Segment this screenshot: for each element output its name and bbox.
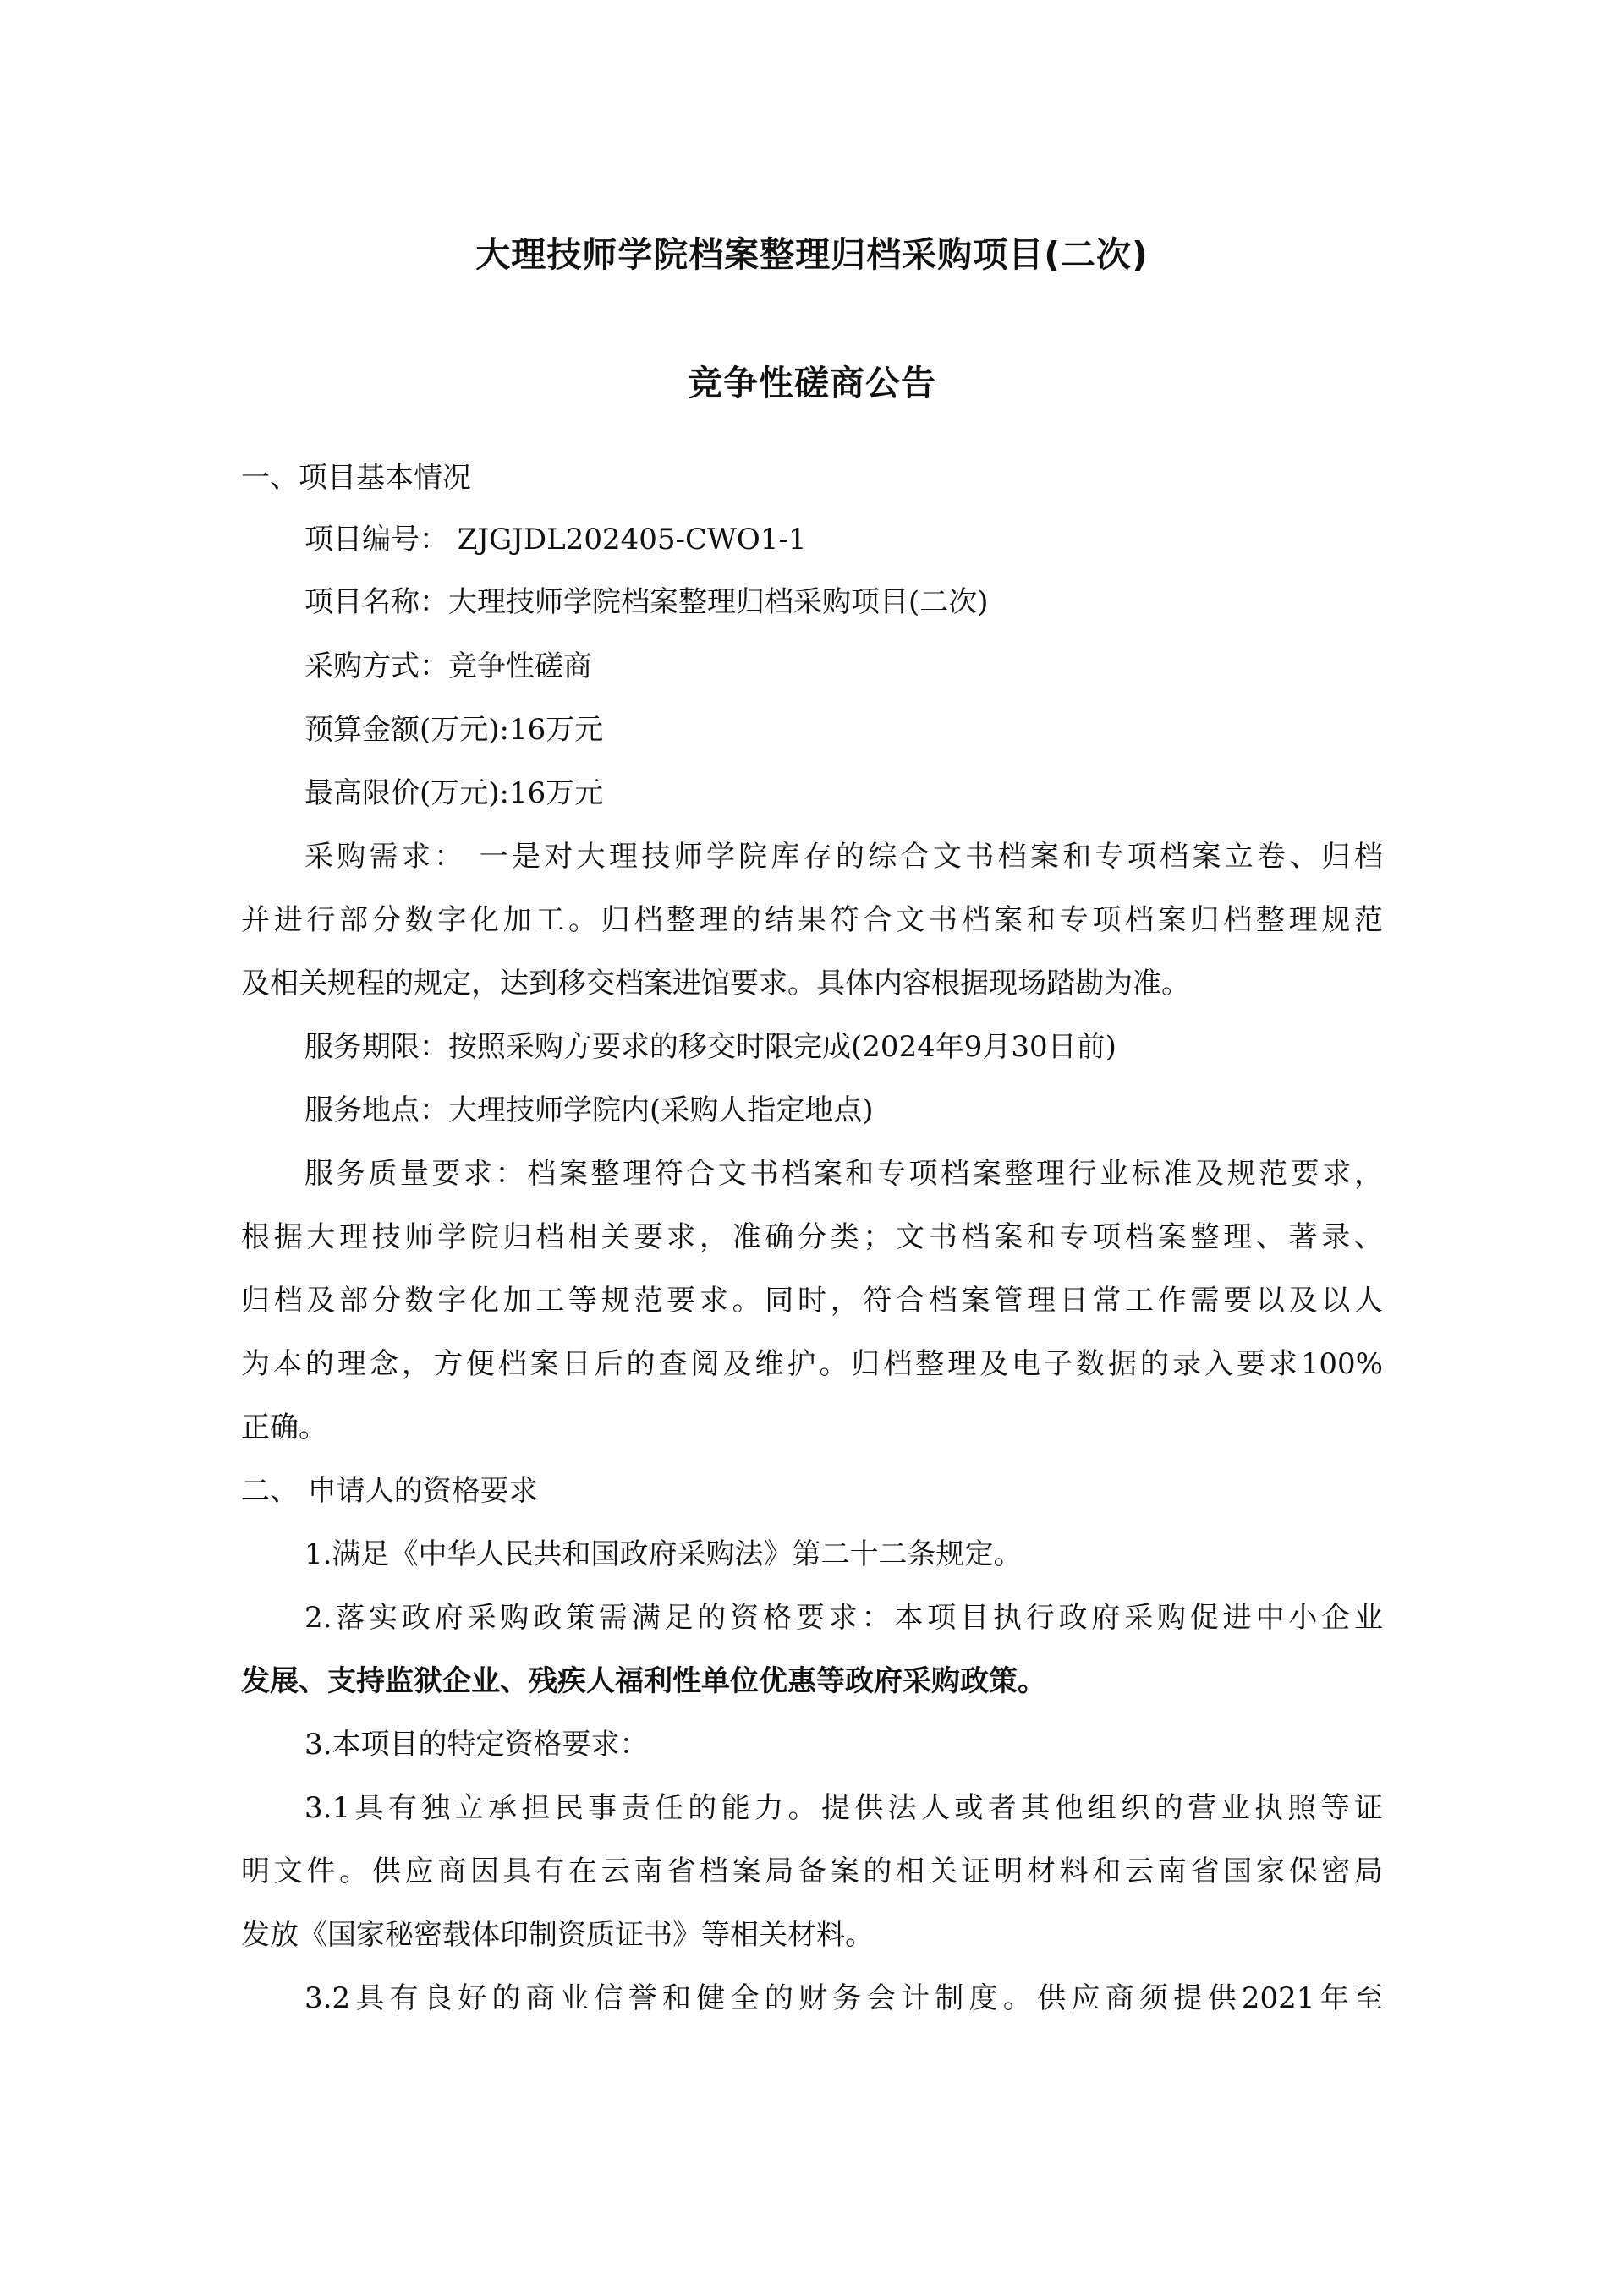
- quality-line: 归档及部分数字化加工等规范要求。同时，符合档案管理日常工作需要以及以人: [241, 1284, 1383, 1318]
- service-period: 服务期限：按照采购方要求的移交时限完成(2024年9月30日前): [304, 1030, 1116, 1064]
- qualification-item-1: 1.满足《中华人民共和国政府采购法》第二十二条规定。: [304, 1537, 1023, 1571]
- quality-line: 服务质量要求：档案整理符合文书档案和专项档案整理行业标准及规范要求，: [304, 1157, 1383, 1191]
- budget-amount: 预算金额(万元):16万元: [304, 713, 604, 747]
- procurement-method: 采购方式：竞争性磋商: [304, 649, 592, 683]
- project-number: 项目编号： ZJGJDL202405-CWO1-1: [304, 523, 807, 556]
- demand-line: 采购需求： 一是对大理技师学院库存的综合文书档案和专项档案立卷、归档: [304, 840, 1383, 874]
- max-price: 最高限价(万元):16万元: [304, 776, 604, 810]
- qualification-item-2-policy: 发展、支持监狱企业、残疾人福利性单位优惠等政府采购政策。: [241, 1664, 1046, 1698]
- quality-line: 根据大理技师学院归档相关要求，准确分类；文书档案和专项档案整理、著录、: [241, 1220, 1383, 1254]
- qualification-item-3-1-line: 3.1具有独立承担民事责任的能力。提供法人或者其他组织的营业执照等证: [304, 1791, 1383, 1825]
- qualification-item-3-2: 3.2具有良好的商业信誉和健全的财务会计制度。供应商须提供2021年至: [304, 1981, 1383, 2015]
- section-heading-basic-info: 一、项目基本情况: [241, 461, 471, 495]
- quality-line: 正确。: [241, 1411, 327, 1444]
- qualification-item-3: 3.本项目的特定资格要求：: [304, 1728, 649, 1762]
- section-heading-qualifications: 二、 申请人的资格要求: [241, 1474, 538, 1508]
- qualification-item-3-1-line: 明文件。供应商因具有在云南省档案局备案的相关证明材料和云南省国家保密局: [241, 1855, 1383, 1888]
- quality-line: 为本的理念，方便档案日后的查阅及维护。归档整理及电子数据的录入要求100%: [241, 1347, 1383, 1381]
- qualification-item-3-1-line: 发放《国家秘密载体印制资质证书》等相关材料。: [241, 1918, 874, 1952]
- document-subtitle: 竞争性磋商公告: [688, 363, 936, 403]
- service-place: 服务地点：大理技师学院内(采购人指定地点): [304, 1093, 874, 1127]
- document-title: 大理技师学院档案整理归档采购项目(二次): [475, 234, 1149, 275]
- qualification-item-2: 2.落实政府采购政策需满足的资格要求：本项目执行政府采购促进中小企业: [304, 1601, 1383, 1635]
- demand-line: 并进行部分数字化加工。归档整理的结果符合文书档案和专项档案归档整理规范: [241, 903, 1383, 937]
- demand-line: 及相关规程的规定，达到移交档案进馆要求。具体内容根据现场踏勘为准。: [241, 967, 1190, 1000]
- project-name: 项目名称：大理技师学院档案整理归档采购项目(二次): [304, 585, 989, 619]
